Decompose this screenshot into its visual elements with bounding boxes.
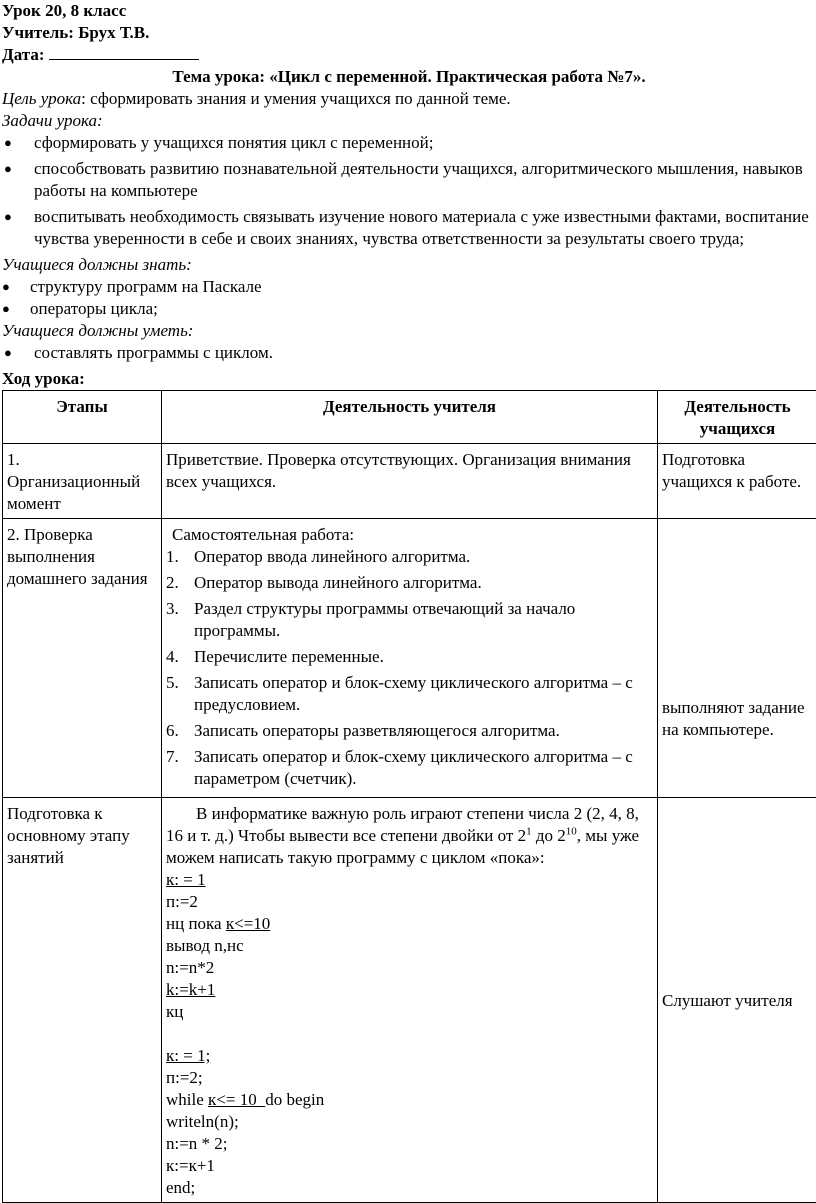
table-row bbox=[3, 444, 816, 519]
list-item: 2. Оператор вывода линейного алгоритма. bbox=[166, 572, 653, 594]
list-item: ● воспитывать необходимость связывать изучение нового материала с уже известными фактами, воспитание чувства уверенности в себе и своих знаниях, чувства ответственности за результаты своего труда; bbox=[2, 206, 816, 250]
bullet-icon: ● bbox=[2, 276, 10, 298]
bullet-icon: ● bbox=[4, 206, 12, 228]
list-item: 1. Оператор ввода линейного алгоритма. bbox=[166, 546, 653, 568]
header-stages: Этапы bbox=[3, 391, 162, 444]
students-cell: выполняют задание на компьютере. bbox=[658, 519, 816, 798]
teacher-name: Учитель: Брух Т.В. bbox=[2, 22, 816, 44]
lesson-table bbox=[2, 390, 816, 1203]
teacher-cell: Приветствие. Проверка отсутствующих. Организация внимания всех учащихся. bbox=[162, 444, 658, 519]
stage-cell: Подготовка к основному этапу занятий bbox=[3, 798, 162, 1203]
goal-label: Цель урока bbox=[2, 89, 81, 108]
list-item: 6. Записать операторы разветвляющегося алгоритма. bbox=[166, 720, 653, 742]
teacher-cell bbox=[162, 798, 658, 1203]
know-label: Учащиеся должны знать: bbox=[2, 254, 816, 276]
course-label: Ход урока: bbox=[2, 368, 816, 390]
task-intro: Самостоятельная работа: bbox=[166, 524, 653, 546]
students-cell: Подготовка учащихся к работе. bbox=[658, 444, 816, 519]
able-list bbox=[2, 342, 816, 364]
header-teacher-activity: Деятельность учителя bbox=[162, 391, 658, 444]
date-line bbox=[2, 44, 816, 66]
goal-text: : сформировать знания и умения учащихся по данной теме. bbox=[81, 89, 511, 108]
table-row bbox=[3, 519, 816, 798]
tasks-label: Задачи урока: bbox=[2, 110, 816, 132]
list-item: ● сформировать у учащихся понятия цикл с переменной; bbox=[2, 132, 816, 154]
bullet-icon: ● bbox=[4, 158, 12, 180]
date-label: Дата: bbox=[2, 45, 44, 64]
code-block-pseudocode: к: = 1 п:=2 нц пока к<=10 вывод n,нс n:=n*2 k:=k+1 кц bbox=[166, 869, 653, 1045]
bullet-icon: ● bbox=[4, 342, 12, 364]
tasks-list bbox=[2, 132, 816, 250]
teacher-cell bbox=[162, 519, 658, 798]
list-item: 4. Перечислите переменные. bbox=[166, 646, 653, 668]
stage-cell: 1. Организационный момент bbox=[3, 444, 162, 519]
list-item: 7. Записать оператор и блок-схему циклического алгоритма – с параметром (счетчик). bbox=[166, 746, 653, 790]
header-student-activity: Деятельность учащихся bbox=[658, 391, 816, 444]
list-item: ● составлять программы с циклом. bbox=[2, 342, 816, 364]
know-list bbox=[2, 276, 816, 320]
table-row bbox=[3, 798, 816, 1203]
list-item: 5. Записать оператор и блок-схему циклического алгоритма – с предусловием. bbox=[166, 672, 653, 716]
list-item: ● операторы цикла; bbox=[2, 298, 816, 320]
students-cell: Слушают учителя bbox=[658, 798, 816, 1203]
list-item: ● способствовать развитию познавательной деятельности учащихся, алгоритмического мышления, навыков работы на компьютере bbox=[2, 158, 816, 202]
list-item: 3. Раздел структуры программы отвечающий за начало программы. bbox=[166, 598, 653, 642]
lesson-goal bbox=[2, 88, 816, 110]
able-label: Учащиеся должны уметь: bbox=[2, 320, 816, 342]
lesson-number: Урок 20, 8 класс bbox=[2, 0, 816, 22]
date-blank bbox=[49, 44, 199, 60]
stage-cell: 2. Проверка выполнения домашнего задания bbox=[3, 519, 162, 798]
task-list bbox=[166, 546, 653, 790]
table-header-row bbox=[3, 391, 816, 444]
bullet-icon: ● bbox=[2, 298, 10, 320]
code-block-pascal: к: = 1; п:=2; while к<= 10 do begin writeln(n); n:=n * 2; к:=к+1 end; bbox=[166, 1045, 653, 1199]
list-item: ● структуру программ на Паскале bbox=[2, 276, 816, 298]
bullet-icon: ● bbox=[4, 132, 12, 154]
intro-paragraph: В информатике важную роль играют степени числа 2 (2, 4, 8, 16 и т. д.) Чтобы вывести все степени двойки от $2^1$ до $2^{10}$, мы уже можем написать такую программу с циклом «пока»: bbox=[166, 803, 653, 869]
lesson-topic: Тема урока: «Цикл с переменной. Практическая работа №7». bbox=[2, 66, 816, 88]
